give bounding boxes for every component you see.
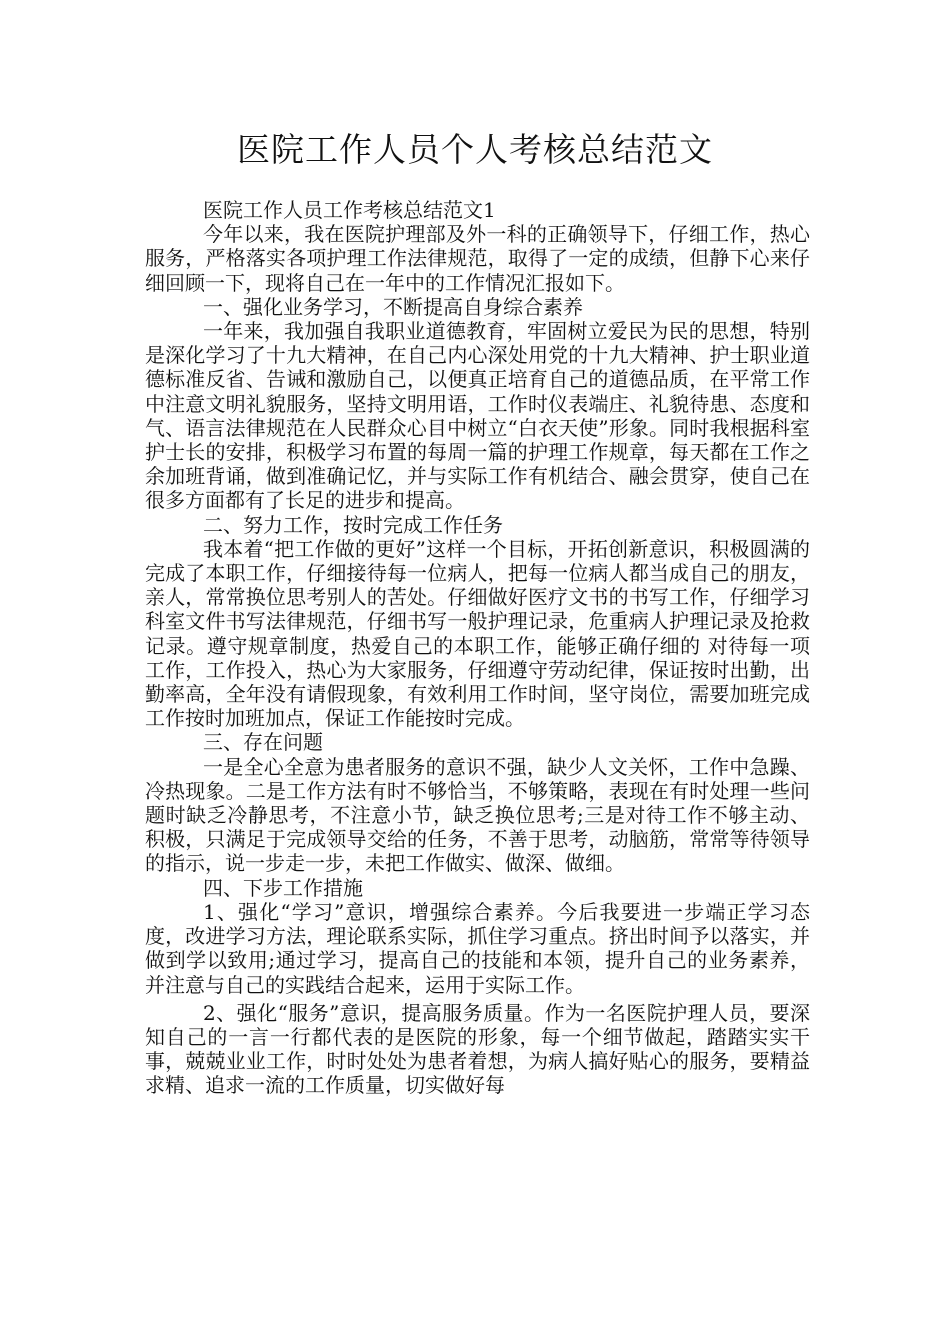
section-3-paragraph: 一是全心全意为患者服务的意识不强，缺少人文关怀，工作中急躁、冷热现象。二是工作方法有时不够恰当，不够策略，表现在有时处理一些问题时缺乏冷静思考，不注意小节，缺乏换位思考;三是对待工作不够主动、积极，只满足于完成领导交给的任务，不善于思考，动脑筋，常常等待领导的指示，说一步走一步，未把工作做实、做深、做细。 — [145, 754, 810, 876]
section-heading-2: 二、努力工作，按时完成工作任务 — [203, 512, 503, 537]
section-subtitle: 医院工作人员工作考核总结范文1 — [203, 198, 496, 222]
section-heading-4: 四、下步工作措施 — [203, 875, 363, 900]
measure-1-paragraph: 1、强化“学习”意识，增强综合素养。今后我要进一步端正学习态度，改进学习方法，理论联系实际，抓住学习重点。挤出时间予以落实，并做到学以致用;通过学习，提高自己的技能和本领，提升自己的业务素养，并注意与自己的实践结合起来，运用于实际工作。 — [145, 899, 810, 997]
section-heading-1: 一、强化业务学习，不断提高自身综合素养 — [203, 294, 583, 319]
section-1-paragraph: 一年来，我加强自我职业道德教育，牢固树立爱民为民的思想，特别是深化学习了十九大精神，在自己内心深处用党的十九大精神、护士职业道德标准反省、告诫和激励自己，以便真正培育自己的道德品质，在平常工作中注意文明礼貌服务，坚持文明用语，工作时仪表端庄、礼貌待患、态度和气、语言法律规范在人民群众心目中树立“白衣天使”形象。同时我根据科室护士长的安排，积极学习布置的每周一篇的护理工作规章，每天都在工作之余加班背诵，做到准确记忆，并与实际工作有机结合、融会贯穿，使自己在很多方面都有了长足的进步和提高。 — [145, 319, 810, 513]
document-body — [145, 198, 810, 1098]
measure-2-paragraph: 2、强化“服务”意识，提高服务质量。作为一名医院护理人员，要深知自己的一言一行都代表的是医院的形象，每一个细节做起，踏踏实实干事，兢兢业业工作，时时处处为患者着想，为病人搞好贴心的服务，要精益求精、追求一流的工作质量，切实做好每 — [145, 1000, 810, 1098]
section-2-paragraph: 我本着“把工作做的更好”这样一个目标，开拓创新意识，积极圆满的完成了本职工作，仔细接待每一位病人，把每一位病人都当成自己的朋友，亲人，常常换位思考别人的苦处。仔细做好医疗文书的书写工作，仔细学习科室文件书写法律规范，仔细书写一般护理记录，危重病人护理记录及抢救记录。遵守规章制度，热爱自己的本职工作，能够正确仔细的 对待每一项工作，工作投入，热心为大家服务，仔细遵守劳动纪律，保证按时出勤，出勤率高，全年没有请假现象，有效利用工作时间，坚守岗位，需要加班完成工作按时加班加点，保证工作能按时完成。 — [145, 536, 810, 731]
document-title: 医院工作人员个人考核总结范文 — [237, 130, 713, 169]
intro-paragraph: 今年以来，我在医院护理部及外一科的正确领导下，仔细工作，热心服务，严格落实各项护理工作法律规范，取得了一定的成绩，但静下心来仔细回顾一下，现将自己在一年中的工作情况汇报如下。 — [145, 222, 810, 295]
section-heading-3: 三、存在问题 — [203, 730, 323, 755]
